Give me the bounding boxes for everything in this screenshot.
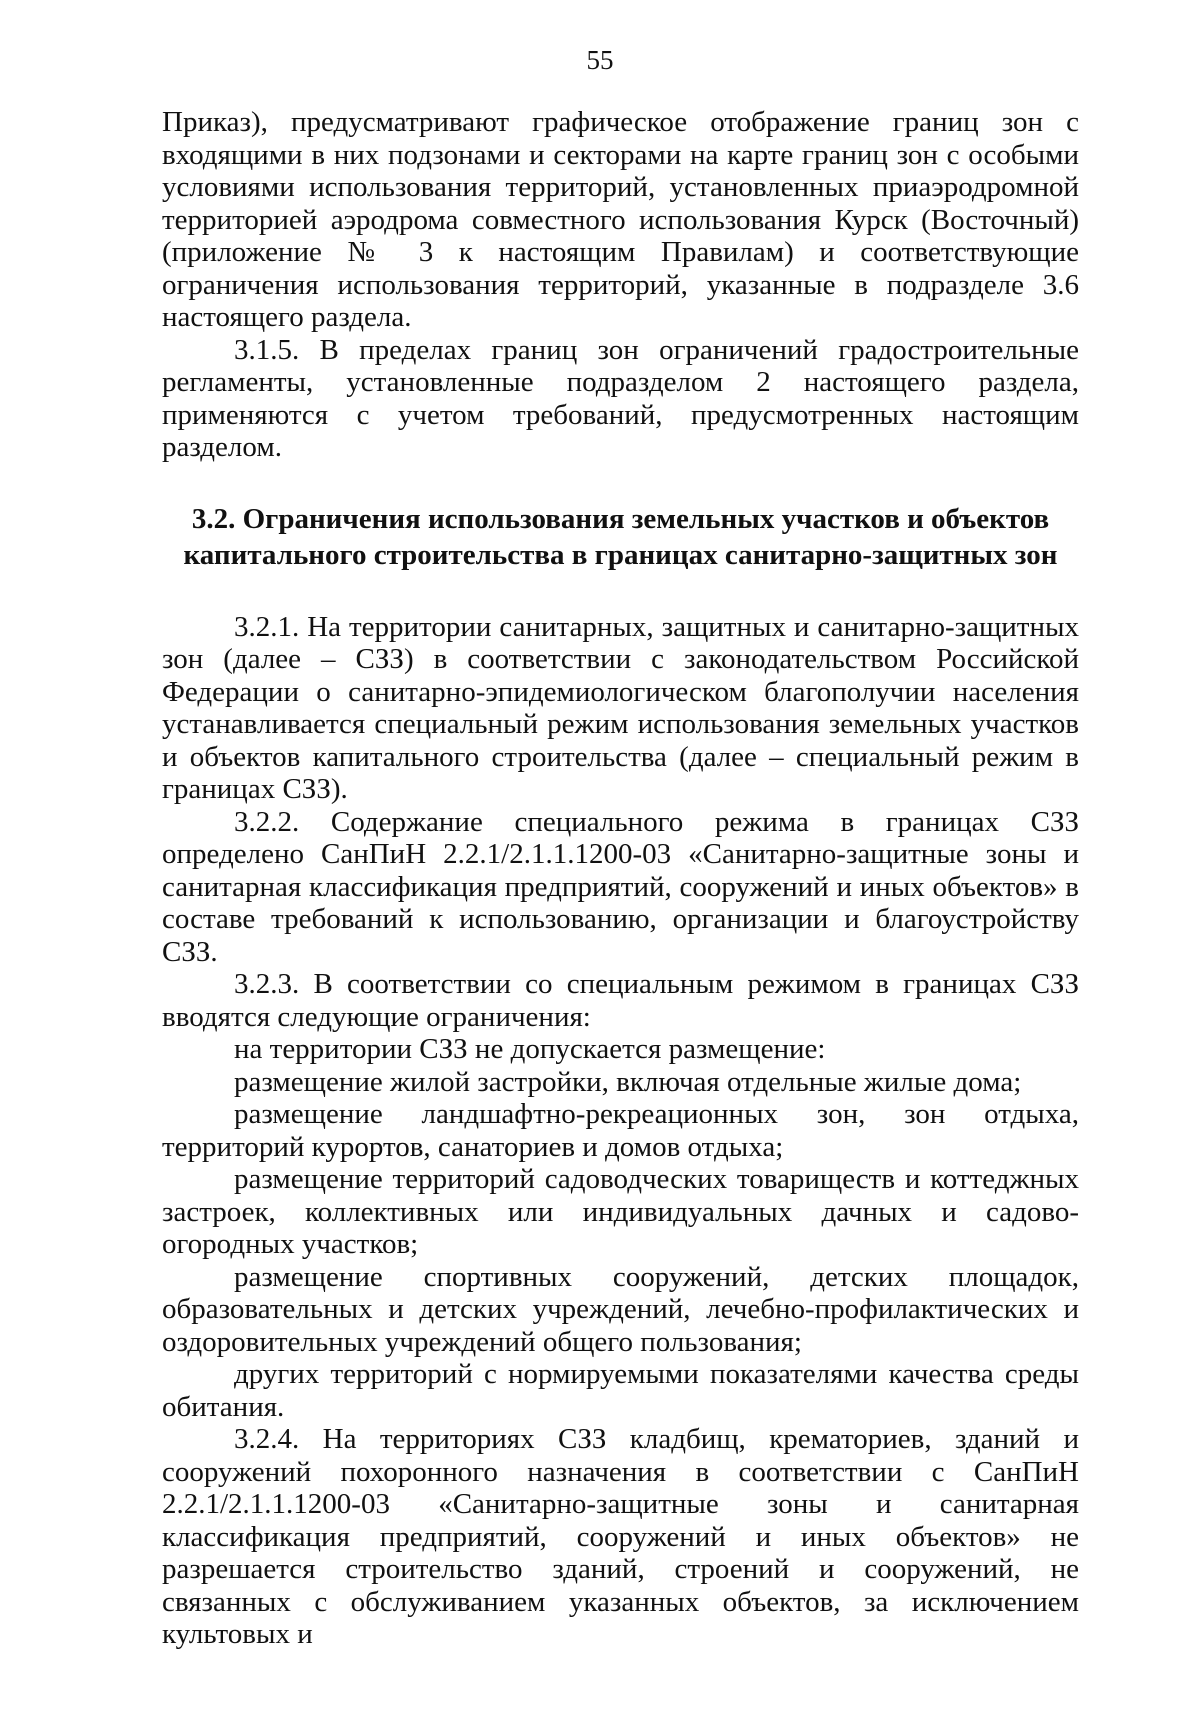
- section-heading-line-1: 3.2. Ограничения использования земельных участков и объектов: [191, 502, 1050, 535]
- page-number: 55: [586, 45, 614, 75]
- restriction-item-housing: размещение жилой застройки, включая отдельные жилые дома;: [234, 1065, 1022, 1098]
- restriction-intro: на территории СЗЗ не допускается размещение:: [234, 1033, 826, 1065]
- section-heading-3-2: [162, 501, 1079, 573]
- paragraph-3-1-5: 3.1.5. В пределах границ зон ограничений градостроительные регламенты, установленные подразделом 2 настоящего раздела, применяются с учетом требований, предусмотренных настоящим разделом.: [162, 333, 1079, 463]
- restriction-item-sports-education: размещение спортивных сооружений, детских площадок, образовательных и детских учреждений, лечебно-профилактических и оздоровительных учреждений общего пользования;: [162, 1260, 1079, 1358]
- paragraph-3-2-1: 3.2.1. На территории санитарных, защитных и санитарно-защитных зон (далее – СЗЗ) в соответствии с законодательством Российской Федерации о санитарно-эпидемиологическом благополучии населения устанавливается специальный режим использования земельных участков и объектов капитального строительства (далее – специальный режим в границах СЗЗ).: [162, 610, 1079, 805]
- paragraph-3-2-2: 3.2.2. Содержание специального режима в границах СЗЗ определено СанПиН 2.2.1/2.1.1.1200-03 «Санитарно-защитные зоны и санитарная классификация предприятий, сооружений и иных объектов» в составе требований к использованию, организации и благоустройству СЗЗ.: [162, 805, 1079, 968]
- restriction-item-recreation: размещение ландшафтно-рекреационных зон, зон отдыха, территорий курортов, санаториев и домов отдыха;: [162, 1098, 1079, 1163]
- section-heading-line-2: капитального строительства в границах санитарно-защитных зон: [183, 538, 1058, 571]
- paragraph-3-2-3: 3.2.3. В соответствии со специальным режимом в границах СЗЗ вводятся следующие ограничения:: [162, 968, 1079, 1033]
- document-body: [162, 106, 1079, 1651]
- paragraph-continuation: Приказ), предусматривают графическое отображение границ зон с входящими в них подзонами и секторами на карте границ зон с особыми условиями использования территорий, установленных приаэродромной территорией аэродрома совместного использования Курск (Восточный) (приложение № 3 к настоящим Правилам) и соответствующие ограничения использования территорий, указанные в подразделе 3.6 настоящего раздела.: [162, 106, 1079, 333]
- paragraph-3-2-4: 3.2.4. На территориях СЗЗ кладбищ, крематориев, зданий и сооружений похоронного назначения в соответствии с СанПиН 2.2.1/2.1.1.1200-03 «Санитарно-защитные зоны и санитарная классификация предприятий, сооружений и иных объектов» не разрешается строительство зданий, строений и сооружений, не связанных с обслуживанием указанных объектов, за исключением культовых и: [162, 1423, 1079, 1650]
- restriction-item-gardening: размещение территорий садоводческих товариществ и коттеджных застроек, коллективных или индивидуальных дачных и садово-огородных участков;: [162, 1163, 1079, 1260]
- restriction-item-other: других территорий с нормируемыми показателями качества среды обитания.: [162, 1358, 1079, 1423]
